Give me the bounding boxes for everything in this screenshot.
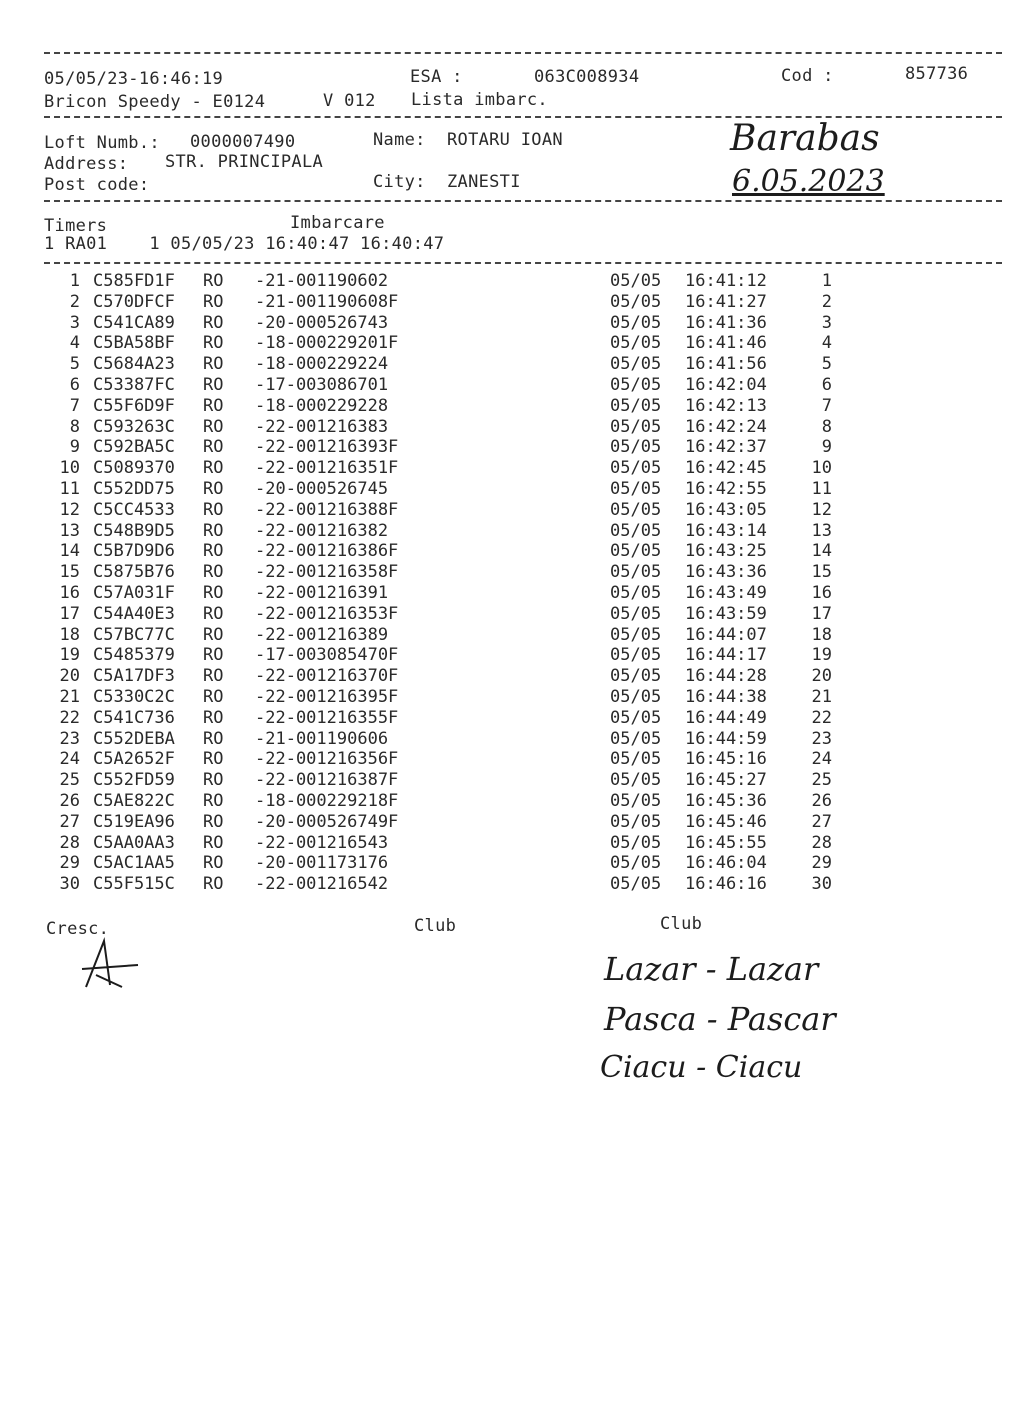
- arrival-time: 16:42:04: [685, 374, 767, 395]
- list-item: [50, 458, 850, 479]
- arrival-position: 19: [811, 645, 832, 666]
- arrival-position: 28: [811, 832, 832, 853]
- arrival-date: 05/05: [610, 416, 662, 437]
- row-index: 24: [59, 749, 80, 770]
- arrival-date: 05/05: [610, 686, 662, 707]
- ring-number: -22-001216395F: [255, 686, 399, 707]
- ring-number: -22-001216356F: [255, 749, 399, 770]
- arrival-date: 05/05: [610, 707, 662, 728]
- ring-code: C5CC4533: [93, 499, 175, 520]
- row-index: 26: [59, 790, 80, 811]
- ring-code: C57BC77C: [93, 624, 175, 645]
- list-item: [50, 853, 850, 874]
- arrival-date: 05/05: [610, 728, 662, 749]
- ring-code: C5485379: [93, 645, 175, 666]
- country-code: RO: [203, 291, 224, 312]
- arrival-time: 16:44:07: [685, 624, 767, 645]
- arrival-position: 3: [821, 312, 832, 333]
- ring-code: C5AC1AA5: [93, 853, 175, 874]
- ring-code: C5A2652F: [93, 749, 175, 770]
- device-name: Bricon Speedy - E0124: [44, 92, 266, 112]
- ring-number: -20-000526749F: [255, 811, 399, 832]
- arrival-position: 11: [811, 478, 832, 499]
- ring-number: -22-001216387F: [255, 770, 399, 791]
- handwritten-date: 6.05.2023: [732, 164, 885, 199]
- arrival-time: 16:43:25: [685, 541, 767, 562]
- list-item: [50, 604, 850, 625]
- row-index: 16: [59, 582, 80, 603]
- arrival-position: 30: [811, 874, 832, 895]
- country-code: RO: [203, 707, 224, 728]
- list-item: [50, 479, 850, 500]
- country-code: RO: [203, 499, 224, 520]
- country-code: RO: [203, 624, 224, 645]
- country-code: RO: [203, 603, 224, 624]
- arrival-date: 05/05: [610, 395, 662, 416]
- arrival-time: 16:44:59: [685, 728, 767, 749]
- list-item: [50, 375, 850, 396]
- list-item: [50, 500, 850, 521]
- arrival-date: 05/05: [610, 624, 662, 645]
- arrival-time: 16:41:36: [685, 312, 767, 333]
- arrival-time: 16:46:04: [685, 853, 767, 874]
- row-index: 19: [59, 645, 80, 666]
- ring-number: -21-001190608F: [255, 291, 399, 312]
- country-code: RO: [203, 666, 224, 687]
- list-item: [50, 396, 850, 417]
- list-item: [50, 833, 850, 854]
- country-code: RO: [203, 354, 224, 375]
- arrival-time: 16:45:55: [685, 832, 767, 853]
- arrival-position: 2: [821, 291, 832, 312]
- arrival-time: 16:46:16: [685, 874, 767, 895]
- ring-number: -22-001216391: [255, 582, 389, 603]
- ring-code: C55F515C: [93, 874, 175, 895]
- country-code: RO: [203, 271, 224, 291]
- list-item: [50, 437, 850, 458]
- country-code: RO: [203, 728, 224, 749]
- handwritten-signature: Barabas: [730, 118, 880, 159]
- row-index: 27: [59, 811, 80, 832]
- arrival-time: 16:45:16: [685, 749, 767, 770]
- ring-number: -22-001216382: [255, 520, 389, 541]
- ring-code: C5B7D9D6: [93, 541, 175, 562]
- arrival-position: 13: [811, 520, 832, 541]
- arrival-time: 16:42:37: [685, 437, 767, 458]
- ring-number: -17-003086701: [255, 374, 389, 395]
- arrival-date: 05/05: [610, 271, 662, 291]
- country-code: RO: [203, 770, 224, 791]
- ring-code: C5AE822C: [93, 790, 175, 811]
- arrival-position: 12: [811, 499, 832, 520]
- list-item: [50, 791, 850, 812]
- signature-mark: [78, 935, 148, 995]
- arrival-position: 7: [821, 395, 832, 416]
- arrival-time: 16:43:49: [685, 582, 767, 603]
- arrival-date: 05/05: [610, 832, 662, 853]
- arrival-date: 05/05: [610, 749, 662, 770]
- country-code: RO: [203, 458, 224, 479]
- ring-number: -22-001216370F: [255, 666, 399, 687]
- country-code: RO: [203, 686, 224, 707]
- row-index: 7: [69, 395, 80, 416]
- arrival-time: 16:42:24: [685, 416, 767, 437]
- loft-number: 0000007490: [190, 132, 296, 152]
- list-item: [50, 271, 850, 292]
- arrival-time: 16:42:55: [685, 478, 767, 499]
- row-index: 1: [69, 271, 80, 291]
- ring-number: -20-000526743: [255, 312, 389, 333]
- esa-value: 063C008934: [534, 67, 640, 87]
- arrival-date: 05/05: [610, 874, 662, 895]
- arrival-time: 16:42:13: [685, 395, 767, 416]
- country-code: RO: [203, 520, 224, 541]
- ring-number: -21-001190606: [255, 728, 389, 749]
- entries-list: [50, 271, 850, 895]
- list-item: [50, 687, 850, 708]
- esa-label: ESA :: [410, 67, 463, 87]
- row-index: 4: [69, 333, 80, 354]
- arrival-date: 05/05: [610, 333, 662, 354]
- row-index: 25: [59, 770, 80, 791]
- ring-code: C54A40E3: [93, 603, 175, 624]
- arrival-position: 17: [811, 603, 832, 624]
- arrival-date: 05/05: [610, 458, 662, 479]
- name-label: Name:: [373, 130, 426, 150]
- city-label: City:: [373, 172, 426, 192]
- ring-number: -22-001216389: [255, 624, 389, 645]
- handwritten-note: Lazar - Lazar: [604, 950, 819, 988]
- separator: [44, 52, 1002, 54]
- arrival-time: 16:41:56: [685, 354, 767, 375]
- cresc-label: Cresc.: [46, 919, 110, 939]
- ring-number: -21-001190602: [255, 271, 389, 291]
- ring-number: -18-000229228: [255, 395, 389, 416]
- arrival-date: 05/05: [610, 478, 662, 499]
- row-index: 22: [59, 707, 80, 728]
- ring-code: C57A031F: [93, 582, 175, 603]
- arrival-position: 5: [821, 354, 832, 375]
- arrival-position: 24: [811, 749, 832, 770]
- report-datetime: 05/05/23-16:46:19: [44, 69, 224, 89]
- list-item: [50, 562, 850, 583]
- ring-number: -22-001216383: [255, 416, 389, 437]
- row-index: 15: [59, 562, 80, 583]
- row-index: 28: [59, 832, 80, 853]
- country-code: RO: [203, 312, 224, 333]
- country-code: RO: [203, 541, 224, 562]
- ring-code: C53387FC: [93, 374, 175, 395]
- ring-number: -22-001216355F: [255, 707, 399, 728]
- ring-number: -18-000229218F: [255, 790, 399, 811]
- arrival-position: 25: [811, 770, 832, 791]
- row-index: 12: [59, 499, 80, 520]
- ring-number: -20-000526745: [255, 478, 389, 499]
- arrival-date: 05/05: [610, 770, 662, 791]
- arrival-position: 27: [811, 811, 832, 832]
- arrival-date: 05/05: [610, 291, 662, 312]
- arrival-date: 05/05: [610, 666, 662, 687]
- country-code: RO: [203, 333, 224, 354]
- arrival-time: 16:45:27: [685, 770, 767, 791]
- arrival-time: 16:44:28: [685, 666, 767, 687]
- ring-number: -22-001216353F: [255, 603, 399, 624]
- club-label: Club: [660, 914, 703, 934]
- country-code: RO: [203, 645, 224, 666]
- ring-code: C5A17DF3: [93, 666, 175, 687]
- arrival-date: 05/05: [610, 520, 662, 541]
- arrival-date: 05/05: [610, 499, 662, 520]
- arrival-time: 16:41:46: [685, 333, 767, 354]
- list-item: [50, 645, 850, 666]
- arrival-position: 9: [821, 437, 832, 458]
- list-item: [50, 749, 850, 770]
- arrival-date: 05/05: [610, 790, 662, 811]
- ring-number: -18-000229201F: [255, 333, 399, 354]
- city-value: ZANESTI: [447, 172, 521, 192]
- ring-number: -22-001216358F: [255, 562, 399, 583]
- arrival-time: 16:44:38: [685, 686, 767, 707]
- list-title: Lista imbarc.: [411, 90, 548, 110]
- row-index: 13: [59, 520, 80, 541]
- arrival-time: 16:42:45: [685, 458, 767, 479]
- row-index: 21: [59, 686, 80, 707]
- country-code: RO: [203, 853, 224, 874]
- ring-number: -22-001216386F: [255, 541, 399, 562]
- arrival-date: 05/05: [610, 811, 662, 832]
- ring-number: -20-001173176: [255, 853, 389, 874]
- ring-code: C5875B76: [93, 562, 175, 583]
- row-index: 30: [59, 874, 80, 895]
- arrival-date: 05/05: [610, 374, 662, 395]
- ring-code: C5330C2C: [93, 686, 175, 707]
- ring-number: -22-001216543: [255, 832, 389, 853]
- list-item: [50, 354, 850, 375]
- ring-code: C5089370: [93, 458, 175, 479]
- ring-code: C5BA58BF: [93, 333, 175, 354]
- ring-code: C592BA5C: [93, 437, 175, 458]
- row-index: 3: [69, 312, 80, 333]
- arrival-time: 16:41:12: [685, 271, 767, 291]
- arrival-date: 05/05: [610, 853, 662, 874]
- address-value: STR. PRINCIPALA: [165, 152, 324, 172]
- row-index: 11: [59, 478, 80, 499]
- list-item: [50, 770, 850, 791]
- ring-number: -22-001216388F: [255, 499, 399, 520]
- list-item: [50, 292, 850, 313]
- ring-number: -18-000229224: [255, 354, 389, 375]
- arrival-position: 4: [821, 333, 832, 354]
- ring-number: -17-003085470F: [255, 645, 399, 666]
- row-index: 20: [59, 666, 80, 687]
- ring-code: C519EA96: [93, 811, 175, 832]
- arrival-position: 22: [811, 707, 832, 728]
- row-index: 6: [69, 374, 80, 395]
- arrival-position: 16: [811, 582, 832, 603]
- country-code: RO: [203, 374, 224, 395]
- timer-row: 1 RA01 1 05/05/23 16:40:47 16:40:47: [44, 234, 445, 254]
- ring-code: C552FD59: [93, 770, 175, 791]
- handwritten-note: Ciacu - Ciacu: [600, 1050, 803, 1085]
- arrival-time: 16:45:46: [685, 811, 767, 832]
- country-code: RO: [203, 582, 224, 603]
- separator: [44, 262, 1002, 264]
- ring-number: -22-001216351F: [255, 458, 399, 479]
- country-code: RO: [203, 562, 224, 583]
- arrival-position: 23: [811, 728, 832, 749]
- address-label: Address:: [44, 154, 129, 174]
- ring-code: C5AA0AA3: [93, 832, 175, 853]
- cod-label: Cod :: [781, 66, 834, 86]
- ring-code: C552DEBA: [93, 728, 175, 749]
- arrival-time: 16:44:17: [685, 645, 767, 666]
- arrival-date: 05/05: [610, 582, 662, 603]
- country-code: RO: [203, 811, 224, 832]
- owner-name: ROTARU IOAN: [447, 130, 563, 150]
- list-item: [50, 625, 850, 646]
- arrival-date: 05/05: [610, 541, 662, 562]
- country-code: RO: [203, 874, 224, 895]
- separator: [44, 200, 1002, 202]
- list-item: [50, 333, 850, 354]
- row-index: 17: [59, 603, 80, 624]
- row-index: 14: [59, 541, 80, 562]
- ring-code: C5684A23: [93, 354, 175, 375]
- arrival-position: 29: [811, 853, 832, 874]
- imbarcare-label: Imbarcare: [290, 213, 385, 233]
- arrival-date: 05/05: [610, 562, 662, 583]
- arrival-position: 8: [821, 416, 832, 437]
- timers-label: Timers: [44, 216, 108, 236]
- arrival-time: 16:43:05: [685, 499, 767, 520]
- version: V 012: [323, 91, 376, 111]
- arrival-date: 05/05: [610, 603, 662, 624]
- arrival-time: 16:41:27: [685, 291, 767, 312]
- list-item: [50, 708, 850, 729]
- arrival-position: 18: [811, 624, 832, 645]
- list-item: [50, 417, 850, 438]
- ring-code: C541C736: [93, 707, 175, 728]
- ring-number: -22-001216393F: [255, 437, 399, 458]
- ring-code: C541CA89: [93, 312, 175, 333]
- handwritten-note: Pasca - Pascar: [604, 1000, 836, 1038]
- list-item: [50, 812, 850, 833]
- arrival-time: 16:45:36: [685, 790, 767, 811]
- arrival-time: 16:43:14: [685, 520, 767, 541]
- row-index: 23: [59, 728, 80, 749]
- arrival-position: 6: [821, 374, 832, 395]
- list-item: [50, 874, 850, 895]
- arrival-position: 21: [811, 686, 832, 707]
- ring-code: C548B9D5: [93, 520, 175, 541]
- row-index: 29: [59, 853, 80, 874]
- ring-code: C552DD75: [93, 478, 175, 499]
- arrival-date: 05/05: [610, 354, 662, 375]
- row-index: 9: [69, 437, 80, 458]
- arrival-date: 05/05: [610, 645, 662, 666]
- country-code: RO: [203, 478, 224, 499]
- row-index: 8: [69, 416, 80, 437]
- row-index: 5: [69, 354, 80, 375]
- arrival-position: 10: [811, 458, 832, 479]
- list-item: [50, 521, 850, 542]
- country-code: RO: [203, 832, 224, 853]
- list-item: [50, 666, 850, 687]
- arrival-time: 16:44:49: [685, 707, 767, 728]
- arrival-position: 20: [811, 666, 832, 687]
- ring-code: C570DFCF: [93, 291, 175, 312]
- arrival-position: 1: [821, 271, 832, 291]
- arrival-date: 05/05: [610, 312, 662, 333]
- row-index: 2: [69, 291, 80, 312]
- arrival-date: 05/05: [610, 437, 662, 458]
- loft-label: Loft Numb.:: [44, 133, 160, 153]
- arrival-time: 16:43:59: [685, 603, 767, 624]
- ring-code: C593263C: [93, 416, 175, 437]
- list-item: [50, 541, 850, 562]
- country-code: RO: [203, 790, 224, 811]
- arrival-position: 26: [811, 790, 832, 811]
- cod-value: 857736: [905, 64, 969, 84]
- arrival-position: 14: [811, 541, 832, 562]
- postcode-label: Post code:: [44, 175, 150, 195]
- country-code: RO: [203, 437, 224, 458]
- arrival-time: 16:43:36: [685, 562, 767, 583]
- ring-number: -22-001216542: [255, 874, 389, 895]
- ring-code: C55F6D9F: [93, 395, 175, 416]
- country-code: RO: [203, 416, 224, 437]
- list-item: [50, 583, 850, 604]
- list-item: [50, 729, 850, 750]
- arrival-position: 15: [811, 562, 832, 583]
- ring-code: C585FD1F: [93, 271, 175, 291]
- country-code: RO: [203, 749, 224, 770]
- row-index: 10: [59, 458, 80, 479]
- club-label: Club: [414, 916, 457, 936]
- country-code: RO: [203, 395, 224, 416]
- list-item: [50, 313, 850, 334]
- row-index: 18: [59, 624, 80, 645]
